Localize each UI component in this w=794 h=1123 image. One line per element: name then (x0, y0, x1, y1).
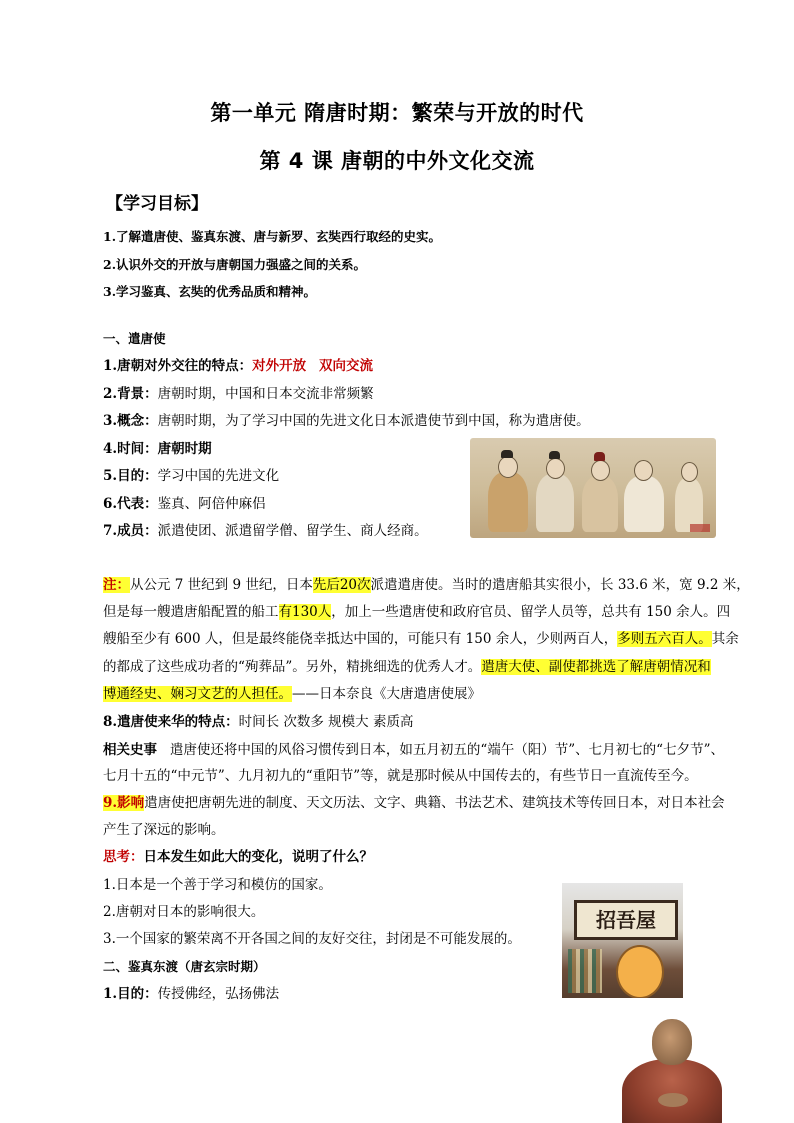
impact-text: 遣唐使把唐朝先进的制度、天文历法、文字、典籍、书法艺术、建筑技术等传回日本，对日本社会 (144, 795, 725, 811)
note-text: ，加上一些遣唐使和政府官员、留学人员等，总共有 150 余人。四 (331, 604, 731, 620)
background-line (103, 385, 374, 403)
note-highlight: 130 (292, 604, 318, 620)
painting-head (498, 456, 518, 478)
members-line (103, 522, 428, 540)
purpose-line (103, 467, 279, 485)
rep-line (103, 495, 266, 513)
features-value1: 对外开放 (252, 358, 307, 374)
lesson-title: 第 4 课 唐朝的中外文化交流 (259, 149, 535, 173)
statue-head (652, 1019, 692, 1065)
painting-head (681, 462, 698, 482)
shop-shelf (568, 949, 602, 993)
note-label: 注： (103, 577, 130, 593)
painting-figure (536, 474, 574, 532)
note-text: 但是每一艘遣唐船配置的船工 (103, 604, 279, 620)
note-line-3 (103, 630, 739, 648)
statue-hands (658, 1093, 688, 1107)
note-line-1 (103, 576, 750, 594)
note-highlight: 20 (339, 577, 358, 593)
painting-figure (582, 476, 618, 532)
painting-head (591, 460, 610, 481)
section2-purpose-line (103, 985, 279, 1003)
envoy-painting-image (470, 438, 716, 538)
shop-lantern (616, 945, 664, 998)
concept-value: 唐朝时期，为了学习中国的先进文化日本派遣使节到中国，称为遣唐使。 (157, 413, 590, 429)
impact-line-2: 产生了深远的影响。 (103, 822, 225, 838)
note-line-2 (103, 603, 730, 621)
objective-2: 2.认识外交的开放与唐朝国力强盛之间的关系。 (103, 257, 367, 272)
note-text: 的都成了这些成功者的“殉葬品”。另外，精挑细选的优秀人才。 (103, 659, 482, 675)
answer-2: 2.唐朝对日本的影响很大。 (103, 904, 265, 920)
traits-line (103, 713, 413, 731)
members-label: 7.成员： (103, 523, 158, 539)
related-line-1 (103, 741, 724, 759)
section2-purpose-label: 1.目的： (103, 986, 158, 1002)
related-line-2: 七月十五的“中元节”、九月初九的“重阳节”等，就是那时候从中国传去的，有些节日一直流传至今。 (103, 768, 698, 784)
time-label: 4.时间： (103, 441, 158, 457)
traits-value: 时间长 次数多 规模大 素质高 (238, 714, 414, 730)
impact-line-1 (103, 794, 725, 812)
painting-figure (624, 476, 664, 532)
features-label: 1.唐朝对外交往的特点： (103, 358, 253, 374)
think-line (103, 848, 373, 866)
note-text: 从公元 7 世纪到 9 世纪，日本 (130, 577, 313, 593)
objective-1: 1.了解遣唐使、鉴真东渡、唐与新罗、玄奘西行取经的史实。 (103, 229, 442, 244)
section2-purpose-value: 传授佛经，弘扬佛法 (157, 986, 280, 1002)
note-highlight: 人 (317, 604, 332, 620)
painting-hat (594, 452, 605, 461)
note-text: 艘船至少有 600 人，但是最终能侥幸抵达中国的，可能只有 150 余人，少则两百人， (103, 631, 618, 647)
objectives-heading: 【学习目标】 (106, 194, 208, 214)
related-label: 相关史事 (103, 742, 157, 758)
time-line (103, 440, 212, 458)
painting-seal (690, 524, 710, 532)
rep-label: 6.代表： (103, 496, 158, 512)
objective-3: 3.学习鉴真、玄奘的优秀品质和精神。 (103, 284, 317, 299)
painting-hat (549, 451, 560, 459)
think-question: 日本发生如此大的变化，说明了什么？ (143, 849, 373, 865)
traits-label: 8.遣唐使来华的特点： (103, 714, 239, 730)
impact-label: 9.影响 (103, 795, 145, 811)
unit-title: 第一单元 隋唐时期：繁荣与开放的时代 (210, 101, 584, 125)
note-highlight: 多则五六百人。 (617, 631, 712, 647)
note-text: 其余 (711, 631, 739, 647)
purpose-label: 5.目的： (103, 468, 158, 484)
note-line-4 (103, 658, 711, 676)
related-text: 遣唐使还将中国的风俗习惯传到日本，如五月初五的“端午（阳）节”、七月初七的“七夕节”、 (169, 742, 724, 758)
shop-sign-text: 招吾屋 (574, 900, 678, 940)
note-text: 派遣遣唐使。当时的遣唐船其实很小，长 33.6 米，宽 9.2 米， (370, 577, 750, 593)
members-value: 派遣使团、派遣留学僧、留学生、商人经商。 (157, 523, 428, 539)
rep-value: 鉴真、阿倍仲麻侣 (157, 496, 266, 512)
note-highlight: 先后 (312, 577, 340, 593)
note-highlight: 有 (278, 604, 292, 620)
statue-robe (622, 1059, 722, 1123)
note-highlight: 博通经史、娴习文艺的人担任。 (103, 686, 292, 702)
purpose-value: 学习中国的先进文化 (157, 468, 280, 484)
note-source: ——日本奈良《大唐遣唐使展》 (292, 686, 481, 702)
think-label: 思考： (103, 849, 144, 865)
painting-figure (488, 472, 528, 532)
note-line-5 (103, 685, 481, 703)
time-value: 唐朝时期 (157, 441, 212, 457)
painting-hat (501, 450, 513, 458)
section1-heading: 一、遣唐使 (103, 331, 166, 346)
note-highlight: 次 (357, 577, 371, 593)
shop-sign-image (562, 883, 683, 998)
answer-3: 3.一个国家的繁荣离不开各国之间的友好交往，封闭是不可能发展的。 (103, 931, 521, 947)
concept-label: 3.概念： (103, 413, 158, 429)
painting-head (546, 458, 565, 479)
jianzhen-statue-image (618, 1015, 726, 1123)
background-value: 唐朝时期，中国和日本交流非常频繁 (157, 386, 374, 402)
section2-heading: 二、鉴真东渡（唐玄宗时期） (103, 959, 266, 974)
note-highlight: 遣唐大使、副使都挑选了解唐朝情况和 (481, 659, 711, 675)
features-value2: 双向交流 (318, 358, 373, 374)
painting-head (634, 460, 653, 481)
background-label: 2.背景： (103, 386, 158, 402)
concept-line (103, 412, 590, 430)
features-line (103, 357, 373, 375)
answer-1: 1.日本是一个善于学习和模仿的国家。 (103, 877, 332, 893)
